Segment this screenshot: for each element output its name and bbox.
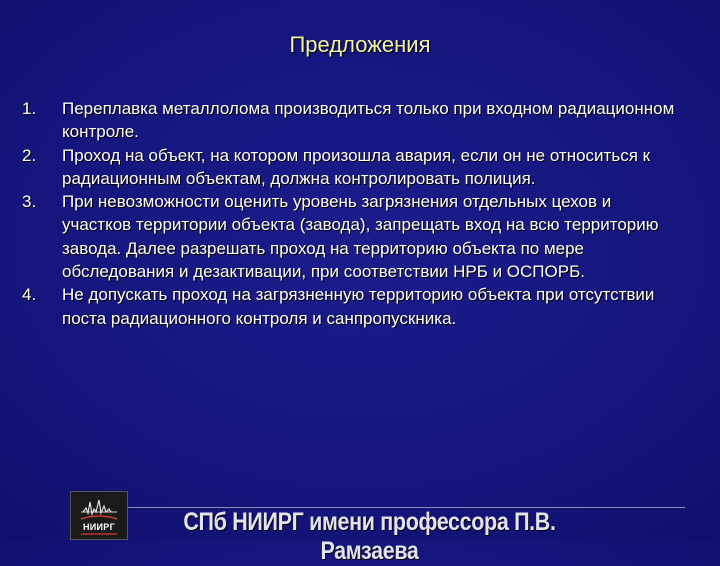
item-text: Не допускать проход на загрязненную территорию объекта при отсутствии поста радиационного контроля и санпропускника. xyxy=(62,285,655,328)
proposal-list xyxy=(22,97,682,330)
list-item xyxy=(22,283,682,330)
item-number: 1. xyxy=(22,99,37,118)
list-item xyxy=(22,190,682,283)
list-item xyxy=(22,144,682,191)
item-number: 4. xyxy=(22,285,37,305)
item-text: Переплавка металлолома производиться только при входном радиационном контроле. xyxy=(62,99,675,142)
institute-logo xyxy=(70,491,128,540)
item-number: 3. xyxy=(22,192,37,212)
list-item xyxy=(22,97,682,144)
item-text: Проход на объект, на котором произошла авария, если он не относиться к радиационным объектам, должна контролировать полиция. xyxy=(62,145,651,188)
item-text: При невозможности оценить уровень загрязнения отдельных цехов и участков территории объекта (завода), запрещать вход на всю территорию завода. Далее разрешать проход на территорию объекта по мере обследования и дезактивации, при соответствии НРБ и ОСПОРБ. xyxy=(62,192,659,282)
item-number: 2. xyxy=(22,145,37,165)
logo-label: НИИРГ xyxy=(82,522,116,532)
organization-name: СПб НИИРГ имени профессора П.В. Рамзаева xyxy=(183,508,556,565)
slide-title: Предложения xyxy=(289,32,431,57)
